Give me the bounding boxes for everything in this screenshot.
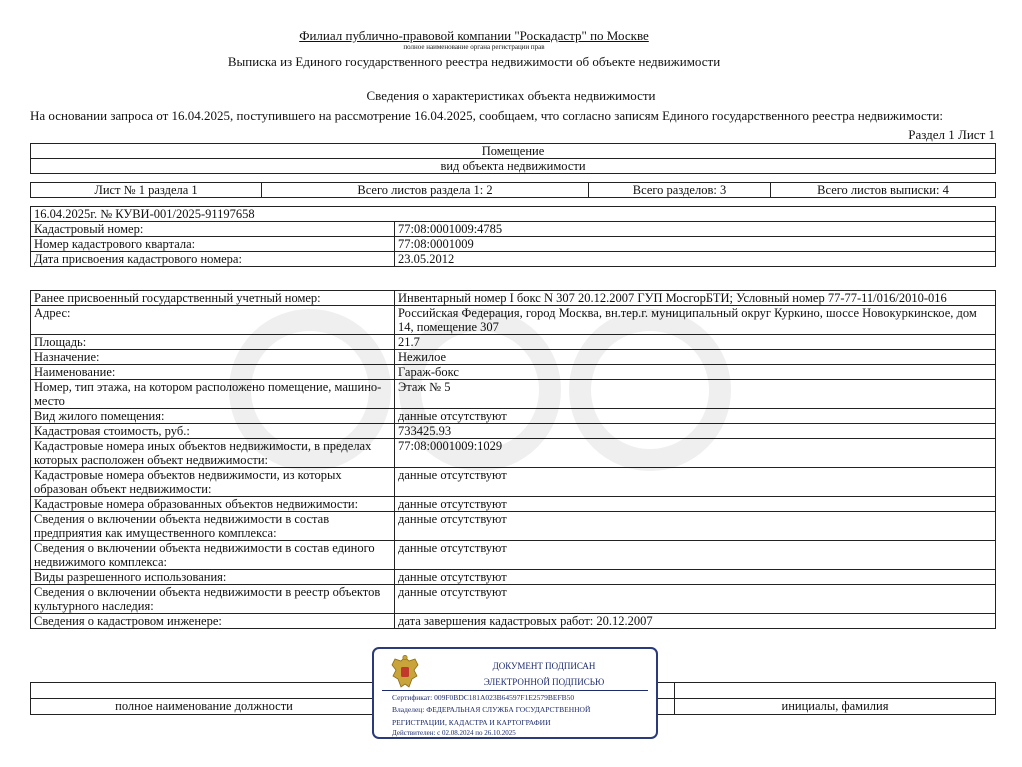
table-row <box>31 424 996 439</box>
org-name: Филиал публично-правовой компании "Роскадастр" по Москве <box>299 28 649 43</box>
row-value: Гараж-бокс <box>395 365 996 380</box>
stamp-signed-text: ДОКУМЕНТ ПОДПИСАН <box>492 661 596 671</box>
row-label: Номер, тип этажа, на котором расположено помещение, машино-место <box>31 380 395 409</box>
row-value: данные отсутствуют <box>395 585 996 614</box>
position-caption: полное наименование должности <box>31 699 378 715</box>
request-text: На основании запроса от 16.04.2025, поступившего на рассмотрение 16.04.2025, сообщаем, что согласно записям Единого государственного реестра недвижимости: <box>30 108 944 123</box>
table-row <box>31 497 996 512</box>
table-row <box>31 365 996 380</box>
table-row <box>31 541 996 570</box>
section-title: Сведения о характеристиках объекта недвижимости <box>366 88 656 103</box>
row-label: Виды разрешенного использования: <box>31 570 395 585</box>
document-title: Выписка из Единого государственного реестра недвижимости об объекте недвижимости <box>227 54 721 69</box>
row-value: данные отсутствуют <box>395 512 996 541</box>
name-caption: инициалы, фамилия <box>675 699 996 715</box>
table-row <box>31 439 996 468</box>
table-row <box>31 380 996 409</box>
extract-date-number: 16.04.2025г. № КУВИ-001/2025-91197658 <box>31 207 996 222</box>
row-value: данные отсутствуют <box>395 541 996 570</box>
sheet-number: Лист № 1 раздела 1 <box>31 183 262 198</box>
total-sections: Всего разделов: 3 <box>589 183 771 198</box>
row-label: Вид жилого помещения: <box>31 409 395 424</box>
object-type: Помещение <box>31 144 996 159</box>
object-type-caption: вид объекта недвижимости <box>31 159 996 174</box>
row-value: 77:08:0001009:1029 <box>395 439 996 468</box>
cadastral-quarter-label: Номер кадастрового квартала: <box>31 237 395 252</box>
total-section-sheets: Всего листов раздела 1: 2 <box>262 183 589 198</box>
row-value: 733425.93 <box>395 424 996 439</box>
cadastral-number-value: 77:08:0001009:4785 <box>395 222 996 237</box>
cadastral-number-label: Кадастровый номер: <box>31 222 395 237</box>
object-type-table <box>30 143 996 174</box>
org-caption: полное наименование органа регистрации прав <box>403 43 545 51</box>
table-row <box>31 570 996 585</box>
row-label: Сведения о включении объекта недвижимости в состав предприятия как имущественного комплекса: <box>31 512 395 541</box>
table-row <box>31 350 996 365</box>
row-label: Наименование: <box>31 365 395 380</box>
total-extract-sheets: Всего листов выписки: 4 <box>771 183 996 198</box>
row-value: Этаж № 5 <box>395 380 996 409</box>
table-row <box>31 614 996 629</box>
row-value: данные отсутствуют <box>395 497 996 512</box>
stamp-signature-text: ЭЛЕКТРОННОЙ ПОДПИСЬЮ <box>483 677 605 687</box>
row-value: Российская Федерация, город Москва, вн.тер.г. муниципальный округ Куркино, шоссе Новокуркинское, дом 14, помещение 307 <box>395 306 996 335</box>
row-value: 21.7 <box>395 335 996 350</box>
sheets-table <box>30 182 996 198</box>
row-value: дата завершения кадастровых работ: 20.12.2007 <box>395 614 996 629</box>
assignment-date-value: 23.05.2012 <box>395 252 996 267</box>
e-signature-stamp <box>372 647 658 739</box>
row-label: Адрес: <box>31 306 395 335</box>
table-row <box>31 291 996 306</box>
name-cell <box>675 683 996 699</box>
row-label: Сведения о включении объекта недвижимости в реестр объектов культурного наследия: <box>31 585 395 614</box>
section-sheet-label: Раздел 1 Лист 1 <box>908 127 995 142</box>
table-row <box>31 306 996 335</box>
stamp-certificate: Сертификат: 009F0BDC181A023B64597F1E2579BEFB50 <box>392 693 575 702</box>
row-label: Кадастровые номера иных объектов недвижимости, в пределах которых расположен объект недвижимости: <box>31 439 395 468</box>
row-label: Кадастровые номера объектов недвижимости, из которых образован объект недвижимости: <box>31 468 395 497</box>
stamp-validity: Действителен: с 02.08.2024 по 26.10.2025 <box>392 729 516 737</box>
row-label: Кадастровые номера образованных объектов недвижимости: <box>31 497 395 512</box>
row-value: данные отсутствуют <box>395 570 996 585</box>
table-row <box>31 512 996 541</box>
row-label: Сведения о включении объекта недвижимости в состав единого недвижимого комплекса: <box>31 541 395 570</box>
table-row <box>31 468 996 497</box>
russian-coat-of-arms-icon <box>388 654 422 690</box>
characteristics-table <box>30 290 996 629</box>
table-row <box>31 335 996 350</box>
cadastral-quarter-value: 77:08:0001009 <box>395 237 996 252</box>
row-label: Сведения о кадастровом инженере: <box>31 614 395 629</box>
row-value: Нежилое <box>395 350 996 365</box>
stamp-owner-continued: РЕГИСТРАЦИИ, КАДАСТРА И КАРТОГРАФИИ <box>392 718 551 727</box>
stamp-divider <box>382 690 648 691</box>
row-label: Площадь: <box>31 335 395 350</box>
row-label: Назначение: <box>31 350 395 365</box>
row-label: Ранее присвоенный государственный учетный номер: <box>31 291 395 306</box>
row-value: данные отсутствуют <box>395 468 996 497</box>
position-cell <box>31 683 378 699</box>
table-row <box>31 585 996 614</box>
row-value: Инвентарный номер I бокс N 307 20.12.2007 ГУП МосгорБТИ; Условный номер 77-77-11/016/2010-016 <box>395 291 996 306</box>
assignment-date-label: Дата присвоения кадастрового номера: <box>31 252 395 267</box>
row-value: данные отсутствуют <box>395 409 996 424</box>
stamp-owner: Владелец: ФЕДЕРАЛЬНАЯ СЛУЖБА ГОСУДАРСТВЕННОЙ <box>392 705 591 714</box>
table-row <box>31 409 996 424</box>
row-label: Кадастровая стоимость, руб.: <box>31 424 395 439</box>
identifiers-table <box>30 206 996 267</box>
